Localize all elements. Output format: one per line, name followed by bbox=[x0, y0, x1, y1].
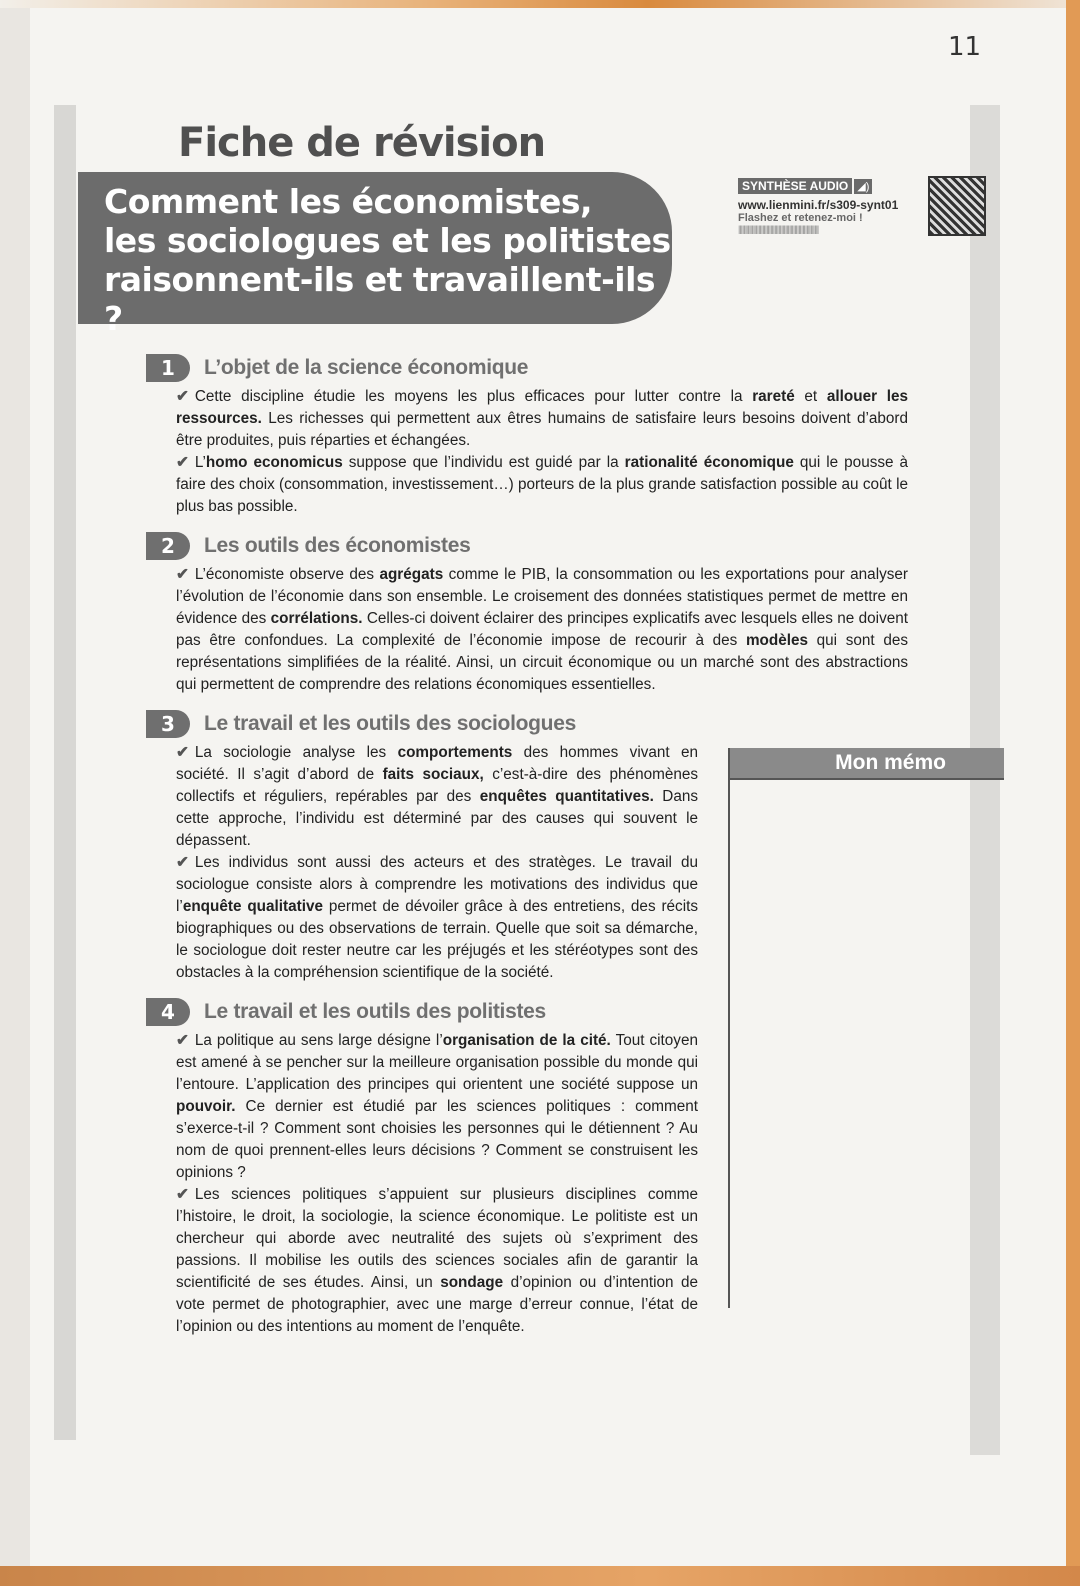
section-number: 4 bbox=[146, 998, 190, 1026]
title-banner bbox=[78, 172, 672, 338]
key-term: rationalité économique bbox=[624, 454, 794, 471]
audio-tagline: Flashez et retenez-moi ! bbox=[738, 212, 863, 224]
text-run: La politique au sens large désigne l’ bbox=[194, 1032, 443, 1049]
sheet-label: Fiche de révision bbox=[178, 120, 546, 166]
key-term: organisation de la cité. bbox=[442, 1032, 611, 1049]
key-term: faits sociaux, bbox=[382, 766, 484, 783]
title-line: les sociologues et les politistes bbox=[104, 221, 671, 260]
text-run: La sociologie analyse les bbox=[194, 744, 398, 761]
key-term: enquête qualitative bbox=[182, 898, 323, 915]
paragraph bbox=[176, 386, 908, 452]
text-run: Les individus sont aussi des acteurs et des stratèges. Le travail du sociologue consiste alors à comprendre les motivations des individus que l’ bbox=[176, 854, 698, 915]
key-term: rareté bbox=[752, 388, 795, 405]
text-run: Les richesses qui permettent aux êtres humains de satisfaire leurs besoins doivent d’abord être produites, puis réparties et échangées. bbox=[176, 410, 908, 449]
audio-barcode: |||||||||||||||||||||||||||||||||||||||||||||||||||||||||||| bbox=[738, 224, 819, 234]
text-run: L’ bbox=[194, 454, 206, 471]
text-run: Dans cette approche, l’individu est déterminé par des causes qui souvent le dépassent. bbox=[176, 788, 698, 849]
text-run: Tout citoyen est amené à se pencher sur la meilleure organisation possible du monde qui l’entoure. L’application des principes qui orientent une société suppose un bbox=[176, 1032, 698, 1093]
section-heading bbox=[146, 530, 908, 562]
page-edge-right bbox=[1066, 0, 1080, 1586]
section-heading bbox=[146, 996, 698, 1028]
title-line: raisonnent-ils et travaillent-ils ? bbox=[104, 260, 656, 338]
section-2 bbox=[146, 530, 908, 696]
paragraph bbox=[176, 452, 908, 518]
text-run: comme le PIB, la consommation ou les exportations pour analyser l’évolution de l’économie dans son ensemble. Le croisement des données statistiques permet de mettre en évidence des bbox=[176, 566, 908, 627]
text-run: d’opinion ou d’intention de vote permet de photographier, avec une marge d’erreur connue, l’état de l’opinion ou des intentions au moment de l’enquête. bbox=[176, 1274, 698, 1335]
audio-summary bbox=[738, 177, 918, 234]
section-number: 1 bbox=[146, 354, 190, 382]
key-term: modèles bbox=[745, 632, 808, 649]
text-run: Cette discipline étudie les moyens les plus efficaces pour lutter contre la bbox=[194, 388, 753, 405]
checkmark-icon: ✔ bbox=[176, 744, 189, 761]
section-title: L’objet de la science économique bbox=[204, 356, 529, 379]
key-term: allouer les ressources. bbox=[176, 388, 909, 427]
section-body bbox=[146, 386, 908, 518]
key-term: homo economicus bbox=[205, 454, 343, 471]
title-line: Comment les économistes, bbox=[104, 182, 593, 221]
memo-box[interactable] bbox=[728, 748, 1004, 1308]
page-edge-top bbox=[0, 0, 1080, 8]
paragraph bbox=[176, 564, 908, 696]
key-term: corrélations. bbox=[270, 610, 363, 627]
text-run: permet de dévoiler grâce à des entretiens, des récits biographiques ou des observations de terrain. Quelle que soit sa démarche, le sociologue doit rester neutre car les préjugés et les stéréotypes sont des obstacles à la compréhension scientifique de la société. bbox=[176, 898, 698, 981]
text-run: Ce dernier est étudié par les sciences politiques : comment s’exerce-t-il ? Comment sont choisies les personnes qui le détiennent ? Au nom de quoi prennent-elles leurs décisions ? Comment se construisent les opinions ? bbox=[176, 1098, 698, 1181]
text-run: Celles-ci doivent éclairer des principes explicatifs avec lesquels elles ne doivent pas être confondues. La complexité de l’économie impose de recourir à des bbox=[176, 610, 908, 649]
text-run: Les sciences politiques s’appuient sur plusieurs disciplines comme l’histoire, le droit, la sociologie, la science économique. Le politiste est un chercheur qui aborde avec neutralité des sujets où s’expriment des passions. Il mobilise les outils des sciences sociales afin de garantir la scientificité de ses études. Ainsi, un bbox=[176, 1186, 698, 1291]
text-run: et bbox=[794, 388, 827, 405]
section-3 bbox=[146, 708, 946, 1338]
audio-badge: SYNTHÈSE AUDIO bbox=[738, 178, 852, 194]
key-term: sondage bbox=[440, 1274, 504, 1291]
checkmark-icon: ✔ bbox=[176, 388, 189, 405]
page-number: 11 bbox=[948, 32, 982, 62]
text-run: qui le pousse à faire des choix (consommation, investissement…) porteurs de la plus grande satisfaction possible au coût le plus bas possible. bbox=[176, 454, 909, 515]
section-title: Le travail et les outils des politistes bbox=[204, 1000, 546, 1023]
section-title: Les outils des économistes bbox=[204, 534, 471, 557]
section-heading bbox=[146, 708, 908, 740]
memo-title: Mon mémo bbox=[730, 748, 1004, 780]
text-run: suppose que l’individu est guidé par la bbox=[342, 454, 625, 471]
key-term: pouvoir. bbox=[176, 1098, 236, 1115]
text-run: c’est-à-dire des phénomènes collectifs et réguliers, repérables par des bbox=[176, 766, 698, 805]
checkmark-icon: ✔ bbox=[176, 1032, 189, 1049]
section-heading bbox=[146, 352, 908, 384]
key-term: enquêtes quantitatives. bbox=[479, 788, 654, 805]
section-body bbox=[146, 564, 908, 696]
section-number: 3 bbox=[146, 710, 190, 738]
checkmark-icon: ✔ bbox=[176, 1186, 189, 1203]
text-run: des hommes vivant en société. Il s’agit d’abord de bbox=[176, 744, 699, 783]
checkmark-icon: ✔ bbox=[176, 454, 189, 471]
speaker-icon: ◢) bbox=[854, 179, 872, 194]
checkmark-icon: ✔ bbox=[176, 566, 189, 583]
key-term: agrégats bbox=[379, 566, 444, 583]
left-margin-bar bbox=[54, 105, 76, 1440]
page-edge-bottom bbox=[0, 1566, 1080, 1586]
section-1 bbox=[146, 352, 908, 518]
audio-link[interactable]: www.lienmini.fr/s309-synt01 bbox=[738, 198, 899, 212]
text-run: qui sont des représentations simplifiées de la réalité. Ainsi, un circuit économique ou un marché sont des abstractions qui permettent de comprendre des relations économiques essentielles. bbox=[176, 632, 908, 693]
qr-code-icon[interactable] bbox=[928, 176, 986, 236]
text-run: L’économiste observe des bbox=[194, 566, 380, 583]
section-title: Le travail et les outils des sociologues bbox=[204, 712, 576, 735]
content bbox=[146, 352, 946, 1350]
key-term: comportements bbox=[397, 744, 513, 761]
section-number: 2 bbox=[146, 532, 190, 560]
checkmark-icon: ✔ bbox=[176, 854, 189, 871]
section-body bbox=[146, 742, 946, 1338]
